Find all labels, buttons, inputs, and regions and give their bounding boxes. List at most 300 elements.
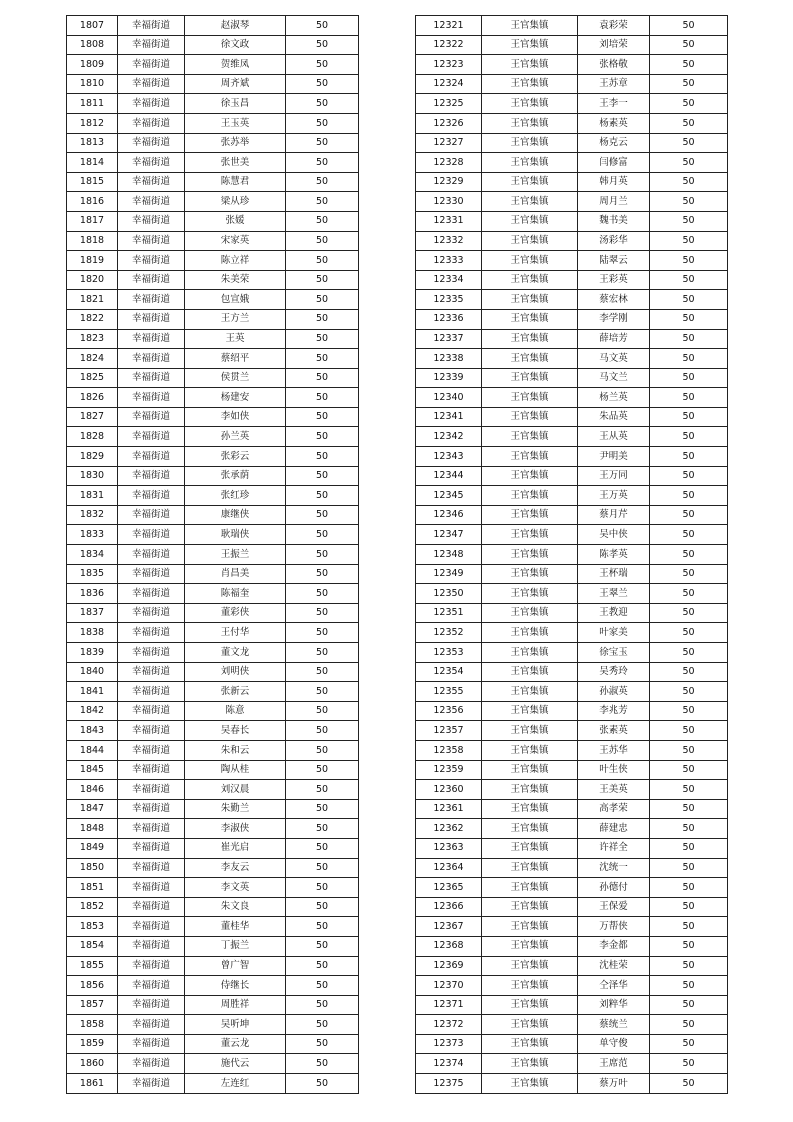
- serial-number-cell: 1845: [67, 760, 118, 780]
- person-name-cell: 周齐斌: [185, 74, 286, 94]
- township-cell: 幸福街道: [118, 290, 185, 310]
- table-row: [67, 780, 359, 800]
- serial-number-cell: 1852: [67, 897, 118, 917]
- table-row: [416, 760, 728, 780]
- township-cell: 幸福街道: [118, 368, 185, 388]
- amount-cell: 50: [286, 995, 359, 1015]
- township-cell: 王官集镇: [482, 740, 578, 760]
- table-row: [67, 251, 359, 271]
- amount-cell: 50: [650, 603, 728, 623]
- amount-cell: 50: [286, 760, 359, 780]
- township-cell: 幸福街道: [118, 995, 185, 1015]
- serial-number-cell: 1807: [67, 16, 118, 36]
- township-cell: 幸福街道: [118, 623, 185, 643]
- township-cell: 王官集镇: [482, 505, 578, 525]
- person-name-cell: 李如侠: [185, 407, 286, 427]
- amount-cell: 50: [650, 838, 728, 858]
- serial-number-cell: 12339: [416, 368, 482, 388]
- amount-cell: 50: [650, 564, 728, 584]
- township-cell: 王官集镇: [482, 603, 578, 623]
- serial-number-cell: 12342: [416, 427, 482, 447]
- person-name-cell: 沈桂荣: [578, 956, 650, 976]
- person-name-cell: 王保爱: [578, 897, 650, 917]
- township-cell: 幸福街道: [118, 956, 185, 976]
- amount-cell: 50: [650, 133, 728, 153]
- township-cell: 幸福街道: [118, 1074, 185, 1094]
- township-cell: 王官集镇: [482, 1074, 578, 1094]
- table-row: [416, 858, 728, 878]
- township-cell: 幸福街道: [118, 701, 185, 721]
- amount-cell: 50: [650, 172, 728, 192]
- township-cell: 王官集镇: [482, 368, 578, 388]
- serial-number-cell: 12363: [416, 838, 482, 858]
- serial-number-cell: 1854: [67, 936, 118, 956]
- person-name-cell: 王方兰: [185, 309, 286, 329]
- amount-cell: 50: [286, 623, 359, 643]
- township-cell: 幸福街道: [118, 682, 185, 702]
- amount-cell: 50: [650, 466, 728, 486]
- roster-table-body: [416, 16, 728, 1094]
- amount-cell: 50: [286, 701, 359, 721]
- amount-cell: 50: [650, 799, 728, 819]
- table-row: [416, 447, 728, 467]
- serial-number-cell: 12337: [416, 329, 482, 349]
- township-cell: 幸福街道: [118, 74, 185, 94]
- table-row: [67, 16, 359, 36]
- table-row: [67, 760, 359, 780]
- township-cell: 幸福街道: [118, 584, 185, 604]
- township-cell: 幸福街道: [118, 486, 185, 506]
- person-name-cell: 宋家英: [185, 231, 286, 251]
- person-name-cell: 杨兰英: [578, 388, 650, 408]
- township-cell: 王官集镇: [482, 466, 578, 486]
- township-cell: 幸福街道: [118, 16, 185, 36]
- serial-number-cell: 1859: [67, 1034, 118, 1054]
- township-cell: 王官集镇: [482, 35, 578, 55]
- amount-cell: 50: [650, 231, 728, 251]
- amount-cell: 50: [650, 662, 728, 682]
- table-row: [416, 309, 728, 329]
- township-cell: 王官集镇: [482, 936, 578, 956]
- table-row: [67, 211, 359, 231]
- serial-number-cell: 1843: [67, 721, 118, 741]
- person-name-cell: 陈意: [185, 701, 286, 721]
- amount-cell: 50: [650, 368, 728, 388]
- amount-cell: 50: [286, 1034, 359, 1054]
- amount-cell: 50: [650, 584, 728, 604]
- person-name-cell: 张苏举: [185, 133, 286, 153]
- serial-number-cell: 12357: [416, 721, 482, 741]
- person-name-cell: 吴秀玲: [578, 662, 650, 682]
- table-row: [416, 113, 728, 133]
- person-name-cell: 尹明美: [578, 447, 650, 467]
- amount-cell: 50: [650, 545, 728, 565]
- person-name-cell: 万帮侠: [578, 917, 650, 937]
- amount-cell: 50: [650, 525, 728, 545]
- person-name-cell: 朱美荣: [185, 270, 286, 290]
- person-name-cell: 王苏华: [578, 740, 650, 760]
- amount-cell: 50: [286, 466, 359, 486]
- amount-cell: 50: [286, 799, 359, 819]
- township-cell: 幸福街道: [118, 133, 185, 153]
- table-row: [416, 407, 728, 427]
- amount-cell: 50: [286, 368, 359, 388]
- amount-cell: 50: [650, 740, 728, 760]
- amount-cell: 50: [286, 936, 359, 956]
- amount-cell: 50: [286, 1074, 359, 1094]
- person-name-cell: 曾广智: [185, 956, 286, 976]
- serial-number-cell: 12375: [416, 1074, 482, 1094]
- serial-number-cell: 12323: [416, 55, 482, 75]
- township-cell: 王官集镇: [482, 172, 578, 192]
- table-row: [67, 505, 359, 525]
- person-name-cell: 刘明侠: [185, 662, 286, 682]
- serial-number-cell: 1812: [67, 113, 118, 133]
- serial-number-cell: 1847: [67, 799, 118, 819]
- table-row: [67, 936, 359, 956]
- table-row: [67, 564, 359, 584]
- person-name-cell: 吴中侠: [578, 525, 650, 545]
- person-name-cell: 李金都: [578, 936, 650, 956]
- person-name-cell: 王付华: [185, 623, 286, 643]
- amount-cell: 50: [286, 251, 359, 271]
- amount-cell: 50: [650, 936, 728, 956]
- township-cell: 王官集镇: [482, 388, 578, 408]
- township-cell: 王官集镇: [482, 564, 578, 584]
- serial-number-cell: 1829: [67, 447, 118, 467]
- serial-number-cell: 1849: [67, 838, 118, 858]
- table-row: [416, 740, 728, 760]
- person-name-cell: 蔡绍平: [185, 349, 286, 369]
- person-name-cell: 王万同: [578, 466, 650, 486]
- amount-cell: 50: [650, 16, 728, 36]
- table-row: [416, 878, 728, 898]
- table-row: [416, 564, 728, 584]
- serial-number-cell: 12374: [416, 1054, 482, 1074]
- township-cell: 幸福街道: [118, 94, 185, 114]
- person-name-cell: 王美英: [578, 780, 650, 800]
- amount-cell: 50: [286, 153, 359, 173]
- amount-cell: 50: [286, 858, 359, 878]
- serial-number-cell: 12322: [416, 35, 482, 55]
- serial-number-cell: 1822: [67, 309, 118, 329]
- table-row: [67, 897, 359, 917]
- person-name-cell: 王翠兰: [578, 584, 650, 604]
- serial-number-cell: 1811: [67, 94, 118, 114]
- person-name-cell: 董文龙: [185, 643, 286, 663]
- table-row: [67, 976, 359, 996]
- serial-number-cell: 1855: [67, 956, 118, 976]
- table-row: [67, 603, 359, 623]
- table-row: [67, 1015, 359, 1035]
- township-cell: 王官集镇: [482, 682, 578, 702]
- person-name-cell: 李学刚: [578, 309, 650, 329]
- amount-cell: 50: [650, 309, 728, 329]
- township-cell: 王官集镇: [482, 113, 578, 133]
- serial-number-cell: 12361: [416, 799, 482, 819]
- township-cell: 幸福街道: [118, 192, 185, 212]
- table-row: [67, 172, 359, 192]
- serial-number-cell: 1821: [67, 290, 118, 310]
- township-cell: 王官集镇: [482, 623, 578, 643]
- person-name-cell: 张媛: [185, 211, 286, 231]
- serial-number-cell: 12365: [416, 878, 482, 898]
- township-cell: 幸福街道: [118, 309, 185, 329]
- person-name-cell: 王振兰: [185, 545, 286, 565]
- amount-cell: 50: [286, 564, 359, 584]
- person-name-cell: 王席范: [578, 1054, 650, 1074]
- amount-cell: 50: [286, 309, 359, 329]
- roster-table-right: [415, 15, 728, 1094]
- person-name-cell: 叶家美: [578, 623, 650, 643]
- serial-number-cell: 1844: [67, 740, 118, 760]
- person-name-cell: 耿瑞侠: [185, 525, 286, 545]
- person-name-cell: 张格敬: [578, 55, 650, 75]
- township-cell: 幸福街道: [118, 1015, 185, 1035]
- serial-number-cell: 1837: [67, 603, 118, 623]
- person-name-cell: 陶从桂: [185, 760, 286, 780]
- township-cell: 幸福街道: [118, 643, 185, 663]
- township-cell: 王官集镇: [482, 192, 578, 212]
- township-cell: 幸福街道: [118, 427, 185, 447]
- table-row: [416, 995, 728, 1015]
- table-row: [416, 976, 728, 996]
- table-row: [67, 1034, 359, 1054]
- township-cell: 幸福街道: [118, 545, 185, 565]
- township-cell: 王官集镇: [482, 290, 578, 310]
- table-row: [67, 153, 359, 173]
- township-cell: 王官集镇: [482, 760, 578, 780]
- table-row: [416, 682, 728, 702]
- amount-cell: 50: [650, 956, 728, 976]
- amount-cell: 50: [650, 976, 728, 996]
- township-cell: 幸福街道: [118, 251, 185, 271]
- township-cell: 王官集镇: [482, 584, 578, 604]
- person-name-cell: 康继侠: [185, 505, 286, 525]
- serial-number-cell: 12332: [416, 231, 482, 251]
- table-row: [67, 721, 359, 741]
- township-cell: 王官集镇: [482, 486, 578, 506]
- amount-cell: 50: [286, 427, 359, 447]
- person-name-cell: 张新云: [185, 682, 286, 702]
- amount-cell: 50: [286, 211, 359, 231]
- amount-cell: 50: [286, 16, 359, 36]
- table-row: [416, 368, 728, 388]
- township-cell: 幸福街道: [118, 740, 185, 760]
- table-row: [416, 505, 728, 525]
- amount-cell: 50: [650, 1034, 728, 1054]
- township-cell: 王官集镇: [482, 995, 578, 1015]
- person-name-cell: 王李一: [578, 94, 650, 114]
- amount-cell: 50: [650, 505, 728, 525]
- serial-number-cell: 12327: [416, 133, 482, 153]
- person-name-cell: 朱勤兰: [185, 799, 286, 819]
- serial-number-cell: 12348: [416, 545, 482, 565]
- amount-cell: 50: [286, 172, 359, 192]
- serial-number-cell: 1823: [67, 329, 118, 349]
- amount-cell: 50: [650, 623, 728, 643]
- township-cell: 王官集镇: [482, 133, 578, 153]
- table-row: [416, 623, 728, 643]
- amount-cell: 50: [286, 897, 359, 917]
- table-row: [67, 1074, 359, 1094]
- table-row: [416, 897, 728, 917]
- township-cell: 王官集镇: [482, 858, 578, 878]
- township-cell: 王官集镇: [482, 819, 578, 839]
- amount-cell: 50: [286, 55, 359, 75]
- amount-cell: 50: [286, 407, 359, 427]
- township-cell: 王官集镇: [482, 780, 578, 800]
- person-name-cell: 董桂华: [185, 917, 286, 937]
- township-cell: 幸福街道: [118, 838, 185, 858]
- township-cell: 幸福街道: [118, 172, 185, 192]
- serial-number-cell: 1861: [67, 1074, 118, 1094]
- table-row: [416, 172, 728, 192]
- township-cell: 幸福街道: [118, 564, 185, 584]
- person-name-cell: 仝泽华: [578, 976, 650, 996]
- amount-cell: 50: [650, 94, 728, 114]
- table-row: [416, 466, 728, 486]
- amount-cell: 50: [286, 838, 359, 858]
- serial-number-cell: 1835: [67, 564, 118, 584]
- township-cell: 幸福街道: [118, 878, 185, 898]
- township-cell: 幸福街道: [118, 976, 185, 996]
- table-row: [416, 290, 728, 310]
- table-row: [67, 133, 359, 153]
- serial-number-cell: 12347: [416, 525, 482, 545]
- table-row: [416, 662, 728, 682]
- table-row: [67, 35, 359, 55]
- person-name-cell: 王苏章: [578, 74, 650, 94]
- person-name-cell: 王英: [185, 329, 286, 349]
- person-name-cell: 王彩英: [578, 270, 650, 290]
- township-cell: 幸福街道: [118, 349, 185, 369]
- person-name-cell: 肖昌美: [185, 564, 286, 584]
- amount-cell: 50: [650, 211, 728, 231]
- township-cell: 幸福街道: [118, 505, 185, 525]
- serial-number-cell: 12369: [416, 956, 482, 976]
- table-row: [416, 388, 728, 408]
- table-row: [67, 407, 359, 427]
- township-cell: 幸福街道: [118, 153, 185, 173]
- amount-cell: 50: [650, 329, 728, 349]
- serial-number-cell: 12344: [416, 466, 482, 486]
- person-name-cell: 张彩云: [185, 447, 286, 467]
- township-cell: 王官集镇: [482, 545, 578, 565]
- person-name-cell: 张红珍: [185, 486, 286, 506]
- serial-number-cell: 12372: [416, 1015, 482, 1035]
- person-name-cell: 马文英: [578, 349, 650, 369]
- person-name-cell: 徐玉昌: [185, 94, 286, 114]
- person-name-cell: 杨素英: [578, 113, 650, 133]
- person-name-cell: 汤彩华: [578, 231, 650, 251]
- township-cell: 王官集镇: [482, 407, 578, 427]
- amount-cell: 50: [650, 819, 728, 839]
- table-row: [67, 466, 359, 486]
- person-name-cell: 张素英: [578, 721, 650, 741]
- township-cell: 幸福街道: [118, 55, 185, 75]
- person-name-cell: 蔡统兰: [578, 1015, 650, 1035]
- amount-cell: 50: [286, 388, 359, 408]
- person-name-cell: 侍继长: [185, 976, 286, 996]
- table-row: [67, 486, 359, 506]
- amount-cell: 50: [286, 290, 359, 310]
- amount-cell: 50: [650, 35, 728, 55]
- township-cell: 王官集镇: [482, 349, 578, 369]
- township-cell: 王官集镇: [482, 1054, 578, 1074]
- table-row: [416, 701, 728, 721]
- table-row: [67, 584, 359, 604]
- amount-cell: 50: [286, 584, 359, 604]
- serial-number-cell: 1817: [67, 211, 118, 231]
- amount-cell: 50: [650, 192, 728, 212]
- serial-number-cell: 1834: [67, 545, 118, 565]
- person-name-cell: 李友云: [185, 858, 286, 878]
- amount-cell: 50: [650, 701, 728, 721]
- township-cell: 幸福街道: [118, 780, 185, 800]
- serial-number-cell: 1830: [67, 466, 118, 486]
- township-cell: 幸福街道: [118, 35, 185, 55]
- amount-cell: 50: [286, 662, 359, 682]
- table-row: [67, 819, 359, 839]
- township-cell: 幸福街道: [118, 603, 185, 623]
- person-name-cell: 王从英: [578, 427, 650, 447]
- table-row: [67, 55, 359, 75]
- township-cell: 王官集镇: [482, 878, 578, 898]
- table-row: [416, 427, 728, 447]
- township-cell: 幸福街道: [118, 270, 185, 290]
- person-name-cell: 袁彩荣: [578, 16, 650, 36]
- amount-cell: 50: [650, 878, 728, 898]
- table-row: [416, 329, 728, 349]
- township-cell: 幸福街道: [118, 917, 185, 937]
- serial-number-cell: 12373: [416, 1034, 482, 1054]
- amount-cell: 50: [286, 486, 359, 506]
- amount-cell: 50: [650, 447, 728, 467]
- serial-number-cell: 12367: [416, 917, 482, 937]
- serial-number-cell: 12368: [416, 936, 482, 956]
- table-row: [416, 251, 728, 271]
- table-row: [67, 525, 359, 545]
- table-row: [416, 486, 728, 506]
- township-cell: 幸福街道: [118, 799, 185, 819]
- table-row: [67, 701, 359, 721]
- township-cell: 王官集镇: [482, 838, 578, 858]
- serial-number-cell: 12336: [416, 309, 482, 329]
- person-name-cell: 侯贯兰: [185, 368, 286, 388]
- township-cell: 王官集镇: [482, 662, 578, 682]
- serial-number-cell: 12330: [416, 192, 482, 212]
- serial-number-cell: 12331: [416, 211, 482, 231]
- amount-cell: 50: [650, 407, 728, 427]
- person-name-cell: 陆翠云: [578, 251, 650, 271]
- township-cell: 王官集镇: [482, 1015, 578, 1035]
- person-name-cell: 许祥全: [578, 838, 650, 858]
- serial-number-cell: 12340: [416, 388, 482, 408]
- table-row: [416, 16, 728, 36]
- person-name-cell: 周月兰: [578, 192, 650, 212]
- amount-cell: 50: [286, 603, 359, 623]
- serial-number-cell: 1853: [67, 917, 118, 937]
- table-row: [416, 545, 728, 565]
- serial-number-cell: 12354: [416, 662, 482, 682]
- person-name-cell: 刘培荣: [578, 35, 650, 55]
- amount-cell: 50: [286, 878, 359, 898]
- table-row: [67, 858, 359, 878]
- serial-number-cell: 12350: [416, 584, 482, 604]
- township-cell: 王官集镇: [482, 251, 578, 271]
- township-cell: 幸福街道: [118, 329, 185, 349]
